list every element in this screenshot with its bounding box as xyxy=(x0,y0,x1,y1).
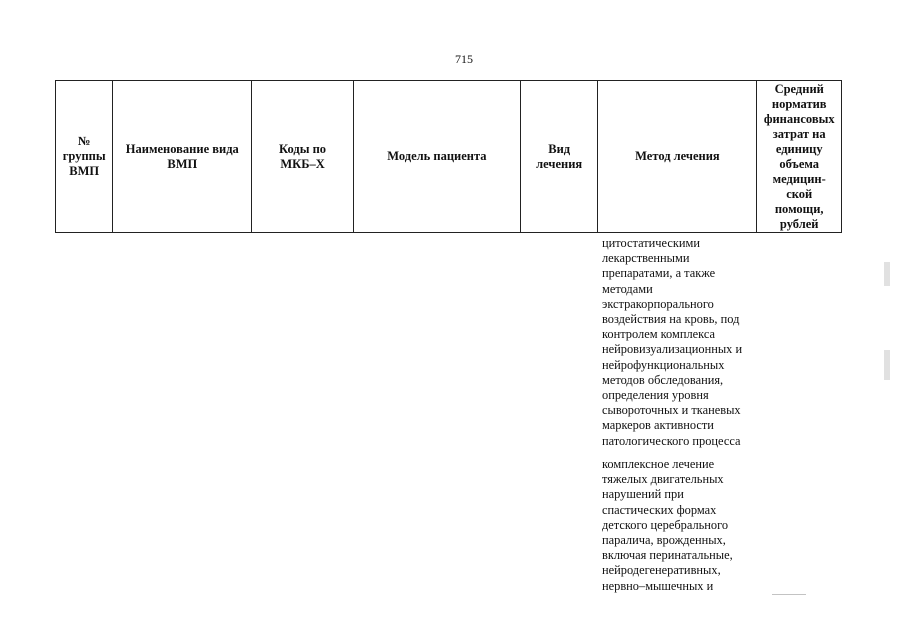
column-header-patient-model: Модель пациента xyxy=(353,81,520,233)
page-number: 715 xyxy=(455,52,473,66)
treatment-method-text-2: комплексное лечение тяжелых двигательных нарушений при спастических формах детского церебрального паралича, врожденных, включая перинатальные, нейродегенеративных, нервно–мышечных и xyxy=(602,457,733,593)
scan-artifact xyxy=(772,594,806,595)
column-header-group-number: № группы ВМП xyxy=(56,81,113,233)
column-header-icd-codes: Коды по МКБ–Х xyxy=(252,81,354,233)
column-header-treatment-type: Вид лечения xyxy=(520,81,597,233)
table-header xyxy=(55,80,842,233)
column-header-average-cost: Средний норматив финансовых затрат на единицу объема медицин- ской помощи, рублей xyxy=(757,81,842,233)
column-header-treatment-method: Метод лечения xyxy=(598,81,757,233)
scan-artifact xyxy=(884,350,890,380)
treatment-method-text-1: цитостатическими лекарственными препаратами, а также методами экстракорпорального воздействия на кровь, под контролем комплекса нейровизуализационных и нейрофункциональных методов обследования, определения уровня сывороточных и тканевых маркеров активности патологического процесса xyxy=(602,236,743,448)
scan-artifact xyxy=(884,262,890,286)
column-header-vmp-type-name: Наименование вида ВМП xyxy=(113,81,252,233)
